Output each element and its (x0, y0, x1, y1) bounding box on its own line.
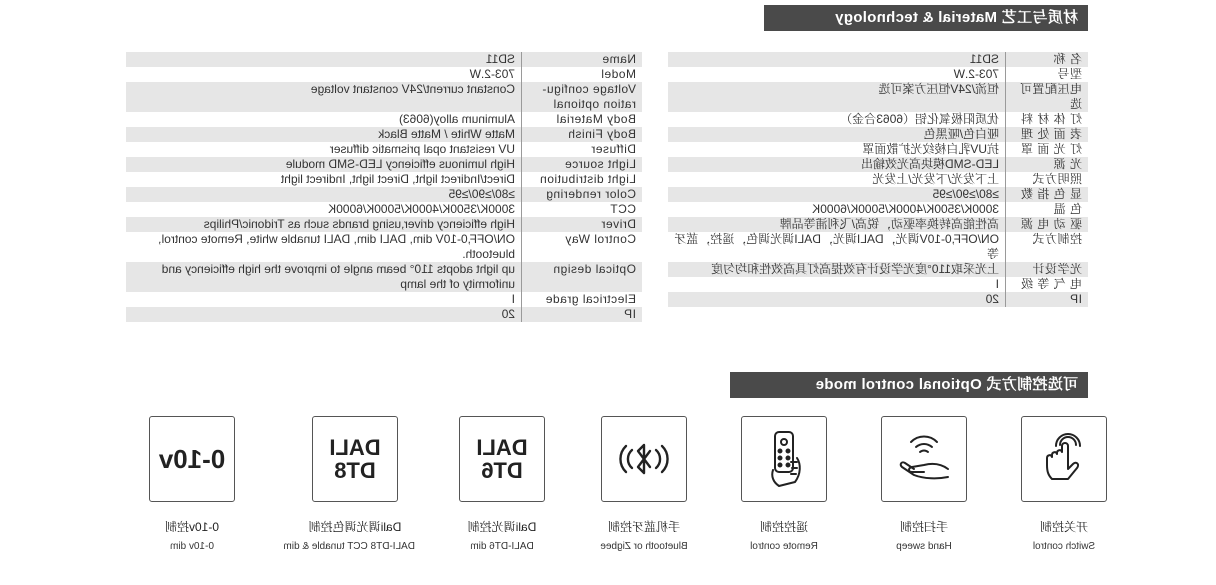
tap-finger-icon (1038, 431, 1090, 487)
spec-label: Body Material (522, 112, 643, 127)
spec-value: Constant current/24V constant voltage (126, 82, 522, 112)
mode-bluetooth (584, 416, 704, 552)
table-row (668, 277, 1088, 292)
spec-value: ≥80/≥90/≥95 (668, 187, 1006, 202)
mode-label-en: Hand sweep (896, 541, 952, 552)
bluetooth-icon (612, 437, 676, 481)
spec-label: Voltage configu-ration optional (522, 82, 643, 112)
mode-zero-ten-volt (132, 416, 252, 552)
table-row (126, 232, 642, 262)
mode-icon-box (459, 416, 545, 502)
spec-label: IP (522, 307, 643, 322)
mode-dali-dt8 (283, 416, 415, 552)
mode-label-cn: Dali调光调色控制 (308, 520, 402, 534)
table-row (668, 262, 1088, 277)
spec-label: Body Finish (522, 127, 643, 142)
table-row (126, 52, 642, 67)
mode-label-en: DALI-DT6 dim (470, 541, 534, 552)
spec-label: 灯 光 面 罩 (1006, 142, 1089, 157)
spec-value: 上光采取110°度光学设计有效提高灯具高效性和均匀度 (668, 262, 1006, 277)
spec-label: 显 色 指 数 (1006, 187, 1089, 202)
mode-label-en: Bluetooth or Zigbee (600, 541, 688, 552)
mode-label-cn: Dali调光控制 (467, 520, 537, 534)
mode-label-en: Remote control (750, 541, 818, 552)
table-row (126, 172, 642, 187)
table-row (126, 217, 642, 232)
spec-value: 3000K/3500K/4000K/5000K/6000K (126, 202, 522, 217)
mode-icon-box (881, 416, 967, 502)
spec-value: ON/OFF,0-10V dim, DALI dim, DALI tunable white, Remote control, bluetooth. (126, 232, 522, 262)
spec-value: UV resistant opal prismatic diffuser (126, 142, 522, 157)
spec-label: CCT (522, 202, 643, 217)
spec-value: High luminous efficiency LED-SMD module (126, 157, 522, 172)
table-row (668, 112, 1088, 127)
table-row (668, 187, 1088, 202)
spec-value: High efficiency driver,using brands such as Tridonic/Philips (126, 217, 522, 232)
mode-label-cn: 手扫控制 (900, 520, 949, 534)
material-technology-banner: 材质与工艺 Material & technology (764, 5, 1088, 31)
spec-label: Model (522, 67, 643, 82)
spec-label: 控制方式 (1006, 232, 1089, 262)
mode-icon-box (312, 416, 398, 502)
spec-value: 20 (126, 307, 522, 322)
spec-label: Diffuser (522, 142, 643, 157)
icon-text-line: 0-10v (158, 443, 226, 474)
spec-value: SD11 (126, 52, 522, 67)
icon-text-line: DT6 (481, 458, 523, 483)
spec-value: 高性能高转换率驱动，锐高/飞利浦等品牌 (668, 217, 1006, 232)
table-row (126, 157, 642, 172)
spec-label: 灯 体 材 料 (1006, 112, 1089, 127)
spec-value: ≥80/≥90/≥95 (126, 187, 522, 202)
table-row (126, 187, 642, 202)
table-row (126, 112, 642, 127)
spec-value: Direct/Indirect light, Direct light, Indirect light (126, 172, 522, 187)
table-row (126, 142, 642, 157)
dali-dt8-icon (329, 436, 380, 482)
table-row (126, 67, 642, 82)
spec-label: Light distribution (522, 172, 643, 187)
table-row (668, 52, 1088, 67)
spec-label: 电压配置可选 (1006, 82, 1089, 112)
table-row (668, 67, 1088, 82)
icon-text-line: DALI (329, 435, 381, 460)
spec-label: Optical design (522, 262, 643, 292)
mode-label-cn: 手机蓝牙控制 (608, 520, 681, 534)
spec-label: IP (1006, 292, 1089, 307)
spec-value: 3000K/3500K/4000K/5000K/6000K (668, 202, 1006, 217)
table-row (668, 142, 1088, 157)
mode-label-en: Switch control (1032, 541, 1096, 552)
mode-icon-box (1021, 416, 1107, 502)
spec-label: 照明方式 (1006, 172, 1089, 187)
mode-label-en: DALI-DT8 CCT tunable & dim (283, 541, 415, 552)
spec-value: 抗UV乳白棱纹光扩散面罩 (668, 142, 1006, 157)
control-mode-banner: 可选控制方式 Optional control mode (730, 372, 1088, 398)
hand-sweep-icon (894, 433, 954, 485)
table-row (668, 202, 1088, 217)
table-row (126, 262, 642, 292)
spec-label: Driver (522, 217, 643, 232)
spec-value: 优质阳极氧化铝（6063合金） (668, 112, 1006, 127)
table-row (126, 82, 642, 112)
icon-text-line: DT8 (334, 458, 376, 483)
spec-value: 哑白色/哑黑色 (668, 127, 1006, 142)
table-row (126, 307, 642, 322)
spec-value: LED-SMD模块高光效输出 (668, 157, 1006, 172)
table-row (668, 172, 1088, 187)
mode-icon-box (149, 416, 235, 502)
spec-value: 703-2.W (126, 67, 522, 82)
spec-label: 驱 动 电 源 (1006, 217, 1089, 232)
spec-value: Matte White / Matte Black (126, 127, 522, 142)
spec-value: Aluminum alloy(6063) (126, 112, 522, 127)
mode-icon-box (601, 416, 687, 502)
spec-value: 恒流/24V恒压方案可选 (668, 82, 1006, 112)
mode-dali-dt6 (442, 416, 562, 552)
spec-table-english (126, 52, 642, 322)
spec-label: 色 温 (1006, 202, 1089, 217)
spec-label: 型号 (1006, 67, 1089, 82)
table-row (668, 157, 1088, 172)
spec-label: Color rendering (522, 187, 643, 202)
icon-text-line: DALI (476, 435, 528, 460)
mode-remote-control (724, 416, 844, 552)
mode-label-cn: 开关控制 (1040, 520, 1089, 534)
table-row (668, 232, 1088, 262)
table-row (668, 127, 1088, 142)
spec-value: SD11 (668, 52, 1006, 67)
spec-label: Electrical grade (522, 292, 643, 307)
spec-label: Name (522, 52, 643, 67)
table-row (668, 217, 1088, 232)
mode-icon-box (741, 416, 827, 502)
remote-control-icon (759, 428, 809, 490)
table-row (668, 292, 1088, 307)
spec-label: 电 气 等 级 (1006, 277, 1089, 292)
table-row (126, 292, 642, 307)
spec-label: 光 源 (1006, 157, 1089, 172)
table-row (668, 82, 1088, 112)
dali-dt6-icon (476, 436, 527, 482)
spec-value: up light adopts 110° beam angle to improve the high efficiency and uniformity of the lamp (126, 262, 522, 292)
spec-label: Control Way (522, 232, 643, 262)
spec-label: 表 面 处 理 (1006, 127, 1089, 142)
mode-hand-sweep (864, 416, 984, 552)
spec-value: 703-2.W (668, 67, 1006, 82)
spec-value: I (668, 277, 1006, 292)
mode-switch-control (1004, 416, 1124, 552)
spec-value: 上下发光/下发光/上发光 (668, 172, 1006, 187)
mode-label-en: 0-10v dim (170, 541, 214, 552)
zero-ten-volt-icon (158, 443, 226, 474)
spec-label: Light source (522, 157, 643, 172)
spec-value: ON/OFF,0-10V调光，DALI调光，DALI调光调色，遥控，蓝牙等 (668, 232, 1006, 262)
mode-label-cn: 0-10v控制 (164, 520, 220, 534)
mode-label-cn: 遥控控制 (760, 520, 809, 534)
spec-label: 名 称 (1006, 52, 1089, 67)
spec-value: I (126, 292, 522, 307)
table-row (126, 202, 642, 217)
table-row (126, 127, 642, 142)
spec-label: 光学设计 (1006, 262, 1089, 277)
spec-value: 20 (668, 292, 1006, 307)
spec-table-chinese (668, 52, 1088, 307)
